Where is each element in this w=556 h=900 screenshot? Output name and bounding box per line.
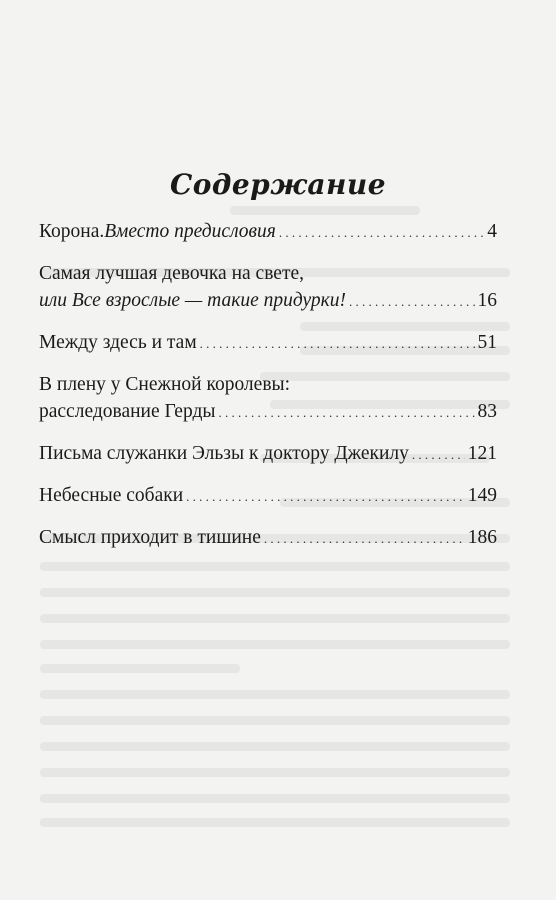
dot-leader <box>279 219 484 246</box>
dot-leader <box>264 525 465 552</box>
toc-page-number: 51 <box>477 332 497 353</box>
toc-entry-subtitle: Вместо предисловия <box>104 221 276 242</box>
toc-entry[interactable] <box>39 524 497 552</box>
table-of-contents <box>39 218 497 552</box>
toc-entry-title: В плену у Снежной королевы: <box>39 374 291 395</box>
toc-entry-title: Небесные собаки <box>39 485 184 506</box>
toc-entry-title: Между здесь и там <box>39 332 197 353</box>
toc-page-number: 4 <box>487 221 497 242</box>
toc-entry-subtitle: или Все взрослые — такие придурки! <box>39 290 346 311</box>
dot-leader <box>200 330 475 357</box>
dot-leader <box>412 441 465 468</box>
toc-entry[interactable] <box>39 371 497 426</box>
toc-entry[interactable] <box>39 440 497 468</box>
toc-entry[interactable] <box>39 218 497 246</box>
toc-entry[interactable] <box>39 260 497 315</box>
toc-page-number: 186 <box>467 527 497 548</box>
toc-entry-title: Письма служанки Эльзы к доктору Джекилу <box>39 443 409 464</box>
toc-entry-title: Смысл приходит в тишине <box>39 527 261 548</box>
toc-page-number: 83 <box>477 401 497 422</box>
contents-heading: Содержание <box>169 168 387 201</box>
toc-entry-title: Самая лучшая девочка на свете, <box>39 263 305 284</box>
dot-leader <box>349 288 475 315</box>
toc-page-number: 16 <box>477 290 497 311</box>
toc-page-number: 121 <box>467 443 497 464</box>
toc-entry[interactable] <box>39 482 497 510</box>
toc-entry[interactable] <box>39 329 497 357</box>
dot-leader <box>218 399 474 426</box>
toc-entry-title: Корона. <box>39 221 105 242</box>
toc-page-number: 149 <box>467 485 497 506</box>
toc-entry-subtitle: расследование Герды <box>39 401 216 422</box>
dot-leader <box>186 483 465 510</box>
